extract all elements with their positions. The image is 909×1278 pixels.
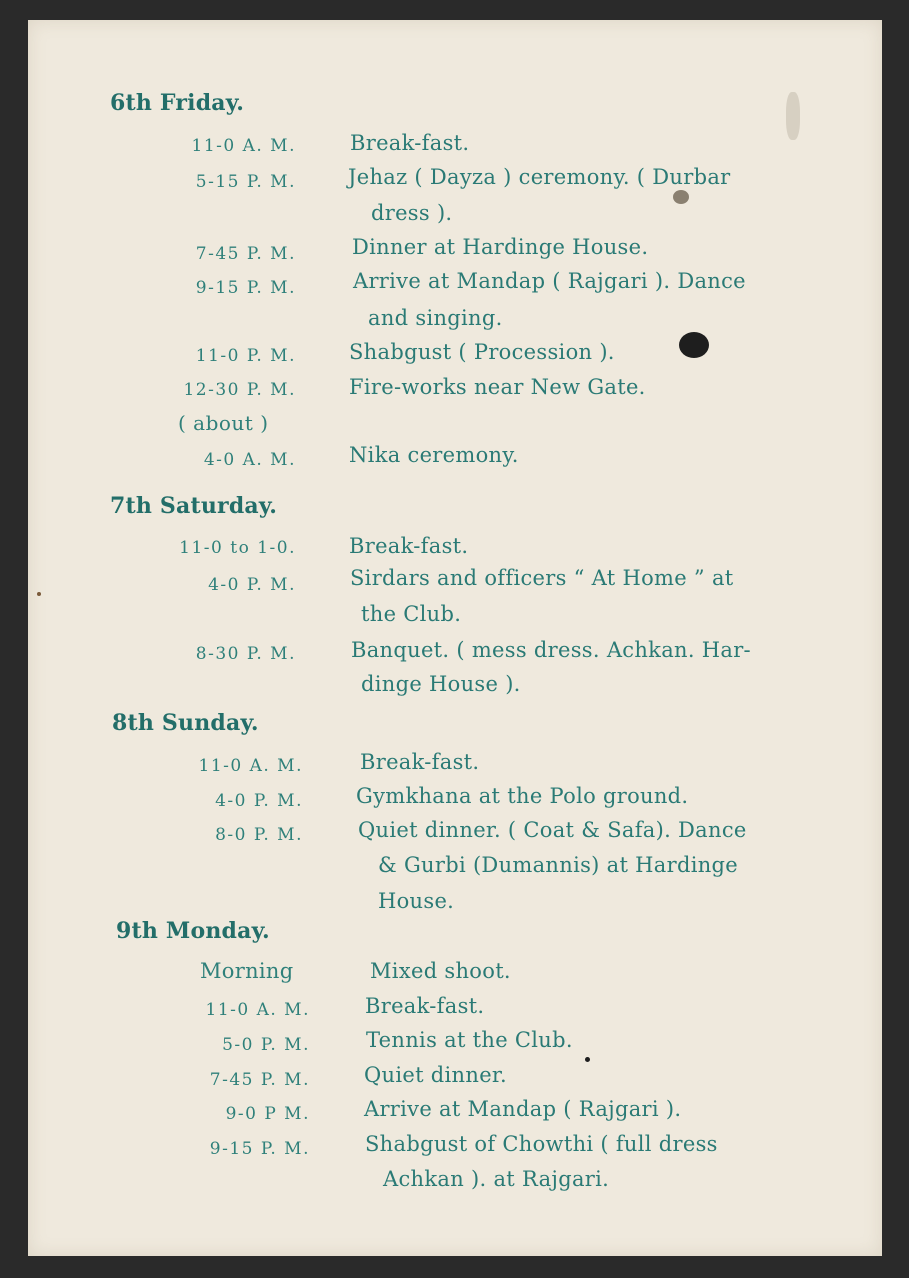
time-label: 5-15 P. M.	[195, 172, 296, 192]
event-text: Sirdars and officers “ At Home ” at	[350, 566, 734, 590]
programme-card	[28, 20, 882, 1256]
event-text: Shabgust of Chowthi ( full dress	[365, 1132, 718, 1156]
event-text: Mixed shoot.	[370, 959, 511, 983]
event-text-continued: House.	[378, 889, 455, 913]
event-text-continued: dress ).	[371, 201, 453, 225]
event-text: Break-fast.	[349, 534, 469, 558]
time-label: 9-15 P. M.	[209, 1139, 310, 1159]
event-text-continued: Achkan ). at Rajgari.	[383, 1167, 610, 1191]
event-text-continued: & Gurbi (Dumannis) at Hardinge	[378, 853, 739, 877]
time-note: ( about )	[178, 411, 269, 435]
event-text: Arrive at Mandap ( Rajgari ).	[364, 1097, 682, 1121]
day-heading-friday: 6th Friday.	[110, 90, 245, 116]
paper-tear-mark	[673, 190, 689, 204]
time-label: 11-0 A. M.	[205, 1000, 310, 1020]
event-text: Break-fast.	[365, 994, 485, 1018]
event-text: Fire-works near New Gate.	[349, 375, 646, 399]
event-text: Banquet. ( mess dress. Achkan. Har-	[351, 638, 751, 662]
time-label: 4-0 A. M.	[203, 450, 296, 470]
time-label: 12-30 P. M.	[183, 380, 296, 400]
time-label: 11-0 to 1-0.	[179, 538, 296, 558]
event-text: Quiet dinner.	[364, 1063, 507, 1087]
punch-hole	[679, 332, 709, 358]
time-label: 11-0 A. M.	[191, 136, 296, 156]
day-heading-sunday: 8th Sunday.	[112, 710, 259, 736]
event-text: Break-fast.	[360, 750, 480, 774]
time-label: 7-45 P. M.	[195, 244, 296, 264]
event-text: Gymkhana at the Polo ground.	[356, 784, 689, 808]
event-text: Nika ceremony.	[349, 443, 519, 467]
ink-speck	[37, 592, 41, 596]
time-label: 11-0 P. M.	[195, 346, 296, 366]
event-text: Shabgust ( Procession ).	[349, 340, 615, 364]
time-label: 4-0 P. M.	[215, 791, 303, 811]
event-text: Quiet dinner. ( Coat & Safa). Dance	[358, 818, 747, 842]
time-label: 7-45 P. M.	[209, 1070, 310, 1090]
time-label: 5-0 P. M.	[222, 1035, 310, 1055]
ink-speck	[585, 1057, 590, 1062]
time-label: 11-0 A. M.	[198, 756, 303, 776]
time-label: 8-0 P. M.	[215, 825, 303, 845]
time-label: 8-30 P. M.	[195, 644, 296, 664]
event-text-continued: and singing.	[368, 306, 503, 330]
time-label: 4-0 P. M.	[208, 575, 296, 595]
time-label: Morning	[200, 959, 294, 983]
day-heading-monday: 9th Monday.	[116, 918, 270, 944]
event-text-continued: the Club.	[361, 602, 462, 626]
event-text: Break-fast.	[350, 131, 470, 155]
event-text: Dinner at Hardinge House.	[352, 235, 649, 259]
event-text: Jehaz ( Dayza ) ceremony. ( Durbar	[348, 165, 731, 189]
event-text: Tennis at the Club.	[366, 1028, 573, 1052]
corner-wear	[786, 92, 800, 140]
event-text-continued: dinge House ).	[361, 672, 521, 696]
time-label: 9-15 P. M.	[195, 278, 296, 298]
day-heading-saturday: 7th Saturday.	[110, 493, 278, 519]
time-label: 9-0 P M.	[225, 1104, 310, 1124]
event-text: Arrive at Mandap ( Rajgari ). Dance	[353, 269, 746, 293]
